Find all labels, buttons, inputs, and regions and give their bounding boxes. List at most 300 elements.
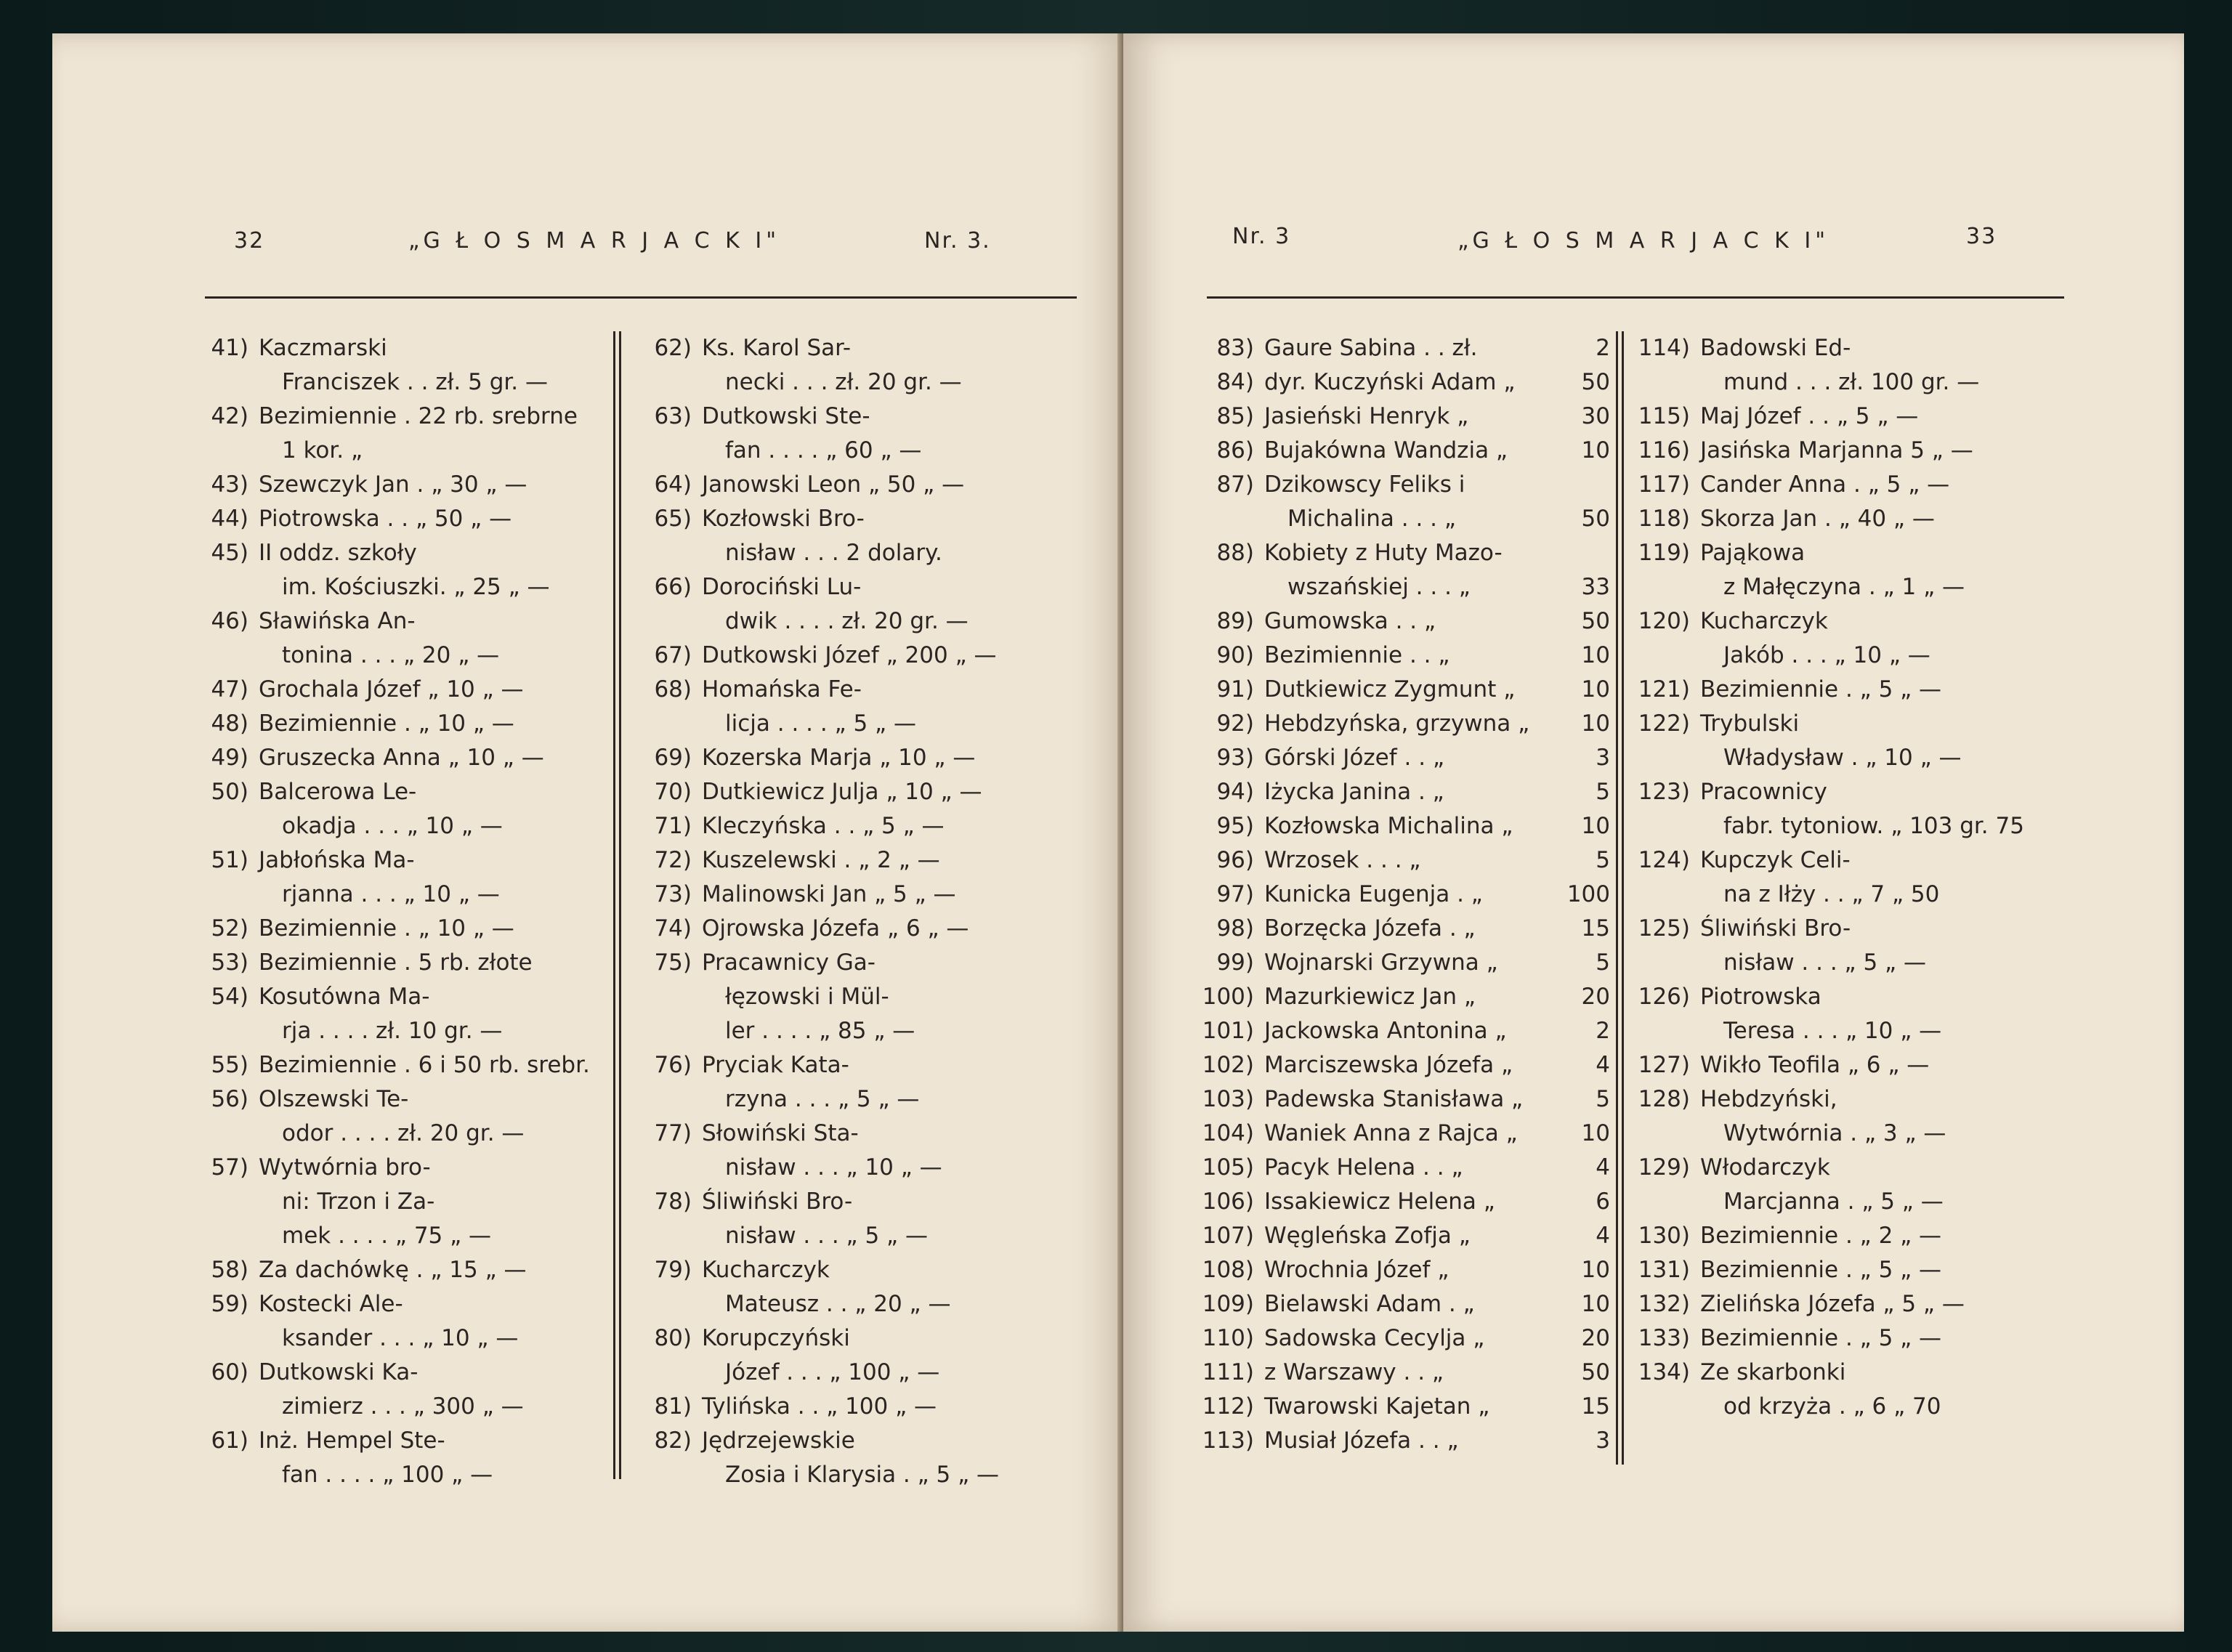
entry-text: rja . . . . zł. 10 gr. — — [282, 1018, 503, 1044]
entry-number: 119) — [1638, 540, 1690, 566]
list-item — [198, 707, 648, 741]
entry-number: 88) — [1216, 540, 1254, 566]
entry-number: 80) — [654, 1325, 692, 1351]
entry-text: Zielińska Józefa „ 5 „ — — [1700, 1291, 1965, 1317]
entry-amount: 10 — [1581, 710, 1610, 737]
entry-text: Kozerska Marja „ 10 „ — — [702, 745, 976, 771]
list-item — [1632, 775, 2097, 809]
list-item — [198, 331, 648, 365]
entry-text: od krzyża . „ 6 „ 70 — [1723, 1393, 1941, 1420]
entry-text: Bezimiennie . 22 rb. srebrne — [259, 403, 578, 429]
entry-text: Za dachówkę . „ 15 „ — — [259, 1257, 527, 1283]
list-item — [198, 673, 648, 707]
entry-text: Szewczyk Jan . „ 30 „ — — [259, 471, 527, 498]
entry-number: 77) — [654, 1120, 692, 1146]
entry-text: Hebdzyńska, grzywna „ — [1264, 710, 1530, 737]
entry-text: Bezimiennie . „ 10 „ — — [259, 710, 514, 737]
entry-amount: 100 — [1566, 881, 1610, 907]
list-item — [1632, 1253, 2097, 1287]
entry-text: Śliwiński Bro- — [1700, 915, 1851, 942]
entry-text: Jasieński Henryk „ — [1264, 403, 1469, 429]
entry-number: 116) — [1638, 437, 1690, 463]
entry-amount: 2 — [1596, 1018, 1610, 1044]
list-item — [641, 639, 1091, 673]
entry-number: 98) — [1216, 915, 1254, 942]
entry-text: Władysław . „ 10 „ — — [1723, 745, 1962, 771]
entry-number: 72) — [654, 847, 692, 873]
entry-amount: 2 — [1596, 335, 1610, 361]
list-item — [198, 400, 648, 434]
entry-number: 123) — [1638, 779, 1690, 805]
entry-text: Inż. Hempel Ste- — [259, 1428, 445, 1454]
list-item — [1632, 468, 2097, 502]
entry-amount: 5 — [1596, 1086, 1610, 1112]
entry-number: 97) — [1216, 881, 1254, 907]
entry-amount: 5 — [1596, 847, 1610, 873]
entry-text: Grochala Józef „ 10 „ — — [259, 676, 524, 702]
entry-number: 124) — [1638, 847, 1690, 873]
entry-number: 111) — [1202, 1359, 1254, 1385]
entry-text: Homańska Fe- — [702, 676, 862, 702]
entry-text: Kostecki Ale- — [259, 1291, 403, 1317]
entry-text: Cander Anna . „ 5 „ — — [1700, 471, 1950, 498]
entry-text: Dutkowski Józef „ 200 „ — — [702, 642, 997, 668]
entry-text: dyr. Kuczyński Adam „ — [1264, 369, 1516, 395]
entry-text: ler . . . . „ 85 „ — — [725, 1018, 915, 1044]
entry-number: 104) — [1202, 1120, 1254, 1146]
entry-number: 99) — [1216, 950, 1254, 976]
entry-text: rjanna . . . „ 10 „ — — [282, 881, 500, 907]
entry-number: 56) — [211, 1086, 248, 1112]
list-item — [641, 468, 1091, 502]
list-item — [1632, 570, 2097, 604]
entry-amount: 3 — [1596, 1428, 1610, 1454]
entry-number: 114) — [1638, 335, 1690, 361]
list-item — [1632, 1219, 2097, 1253]
entry-number: 43) — [211, 471, 248, 498]
list-item — [641, 1390, 1091, 1424]
entry-number: 86) — [1216, 437, 1254, 463]
list-item — [198, 1424, 648, 1458]
entry-text: Pająkowa — [1700, 540, 1806, 566]
entry-text: Kupczyk Celi- — [1700, 847, 1851, 873]
entry-text: Franciszek . . zł. 5 gr. — — [282, 369, 548, 395]
list-item — [198, 639, 648, 673]
entry-amount: 6 — [1596, 1189, 1610, 1215]
entry-text: tonina . . . „ 20 „ — — [282, 642, 500, 668]
list-item — [1632, 331, 2097, 365]
entry-number: 92) — [1216, 710, 1254, 737]
entry-number: 79) — [654, 1257, 692, 1283]
entry-text: Słowiński Sta- — [702, 1120, 859, 1146]
entry-number: 94) — [1216, 779, 1254, 805]
entry-text: fan . . . . „ 60 „ — — [725, 437, 922, 463]
entry-text: im. Kościuszki. „ 25 „ — — [282, 574, 550, 600]
list-item — [641, 912, 1091, 946]
entry-number: 100) — [1202, 984, 1254, 1010]
entry-number: 61) — [211, 1428, 248, 1454]
entry-number: 69) — [654, 745, 692, 771]
entry-number: 82) — [654, 1428, 692, 1454]
entry-text: Musiał Józefa . . „ — [1264, 1428, 1459, 1454]
entry-text: Marcjanna . „ 5 „ — — [1723, 1189, 1944, 1215]
entry-amount: 5 — [1596, 779, 1610, 805]
entry-text: ksander . . . „ 10 „ — — [282, 1325, 519, 1351]
entry-text: licja . . . . „ 5 „ — — [725, 710, 916, 737]
entry-text: Wrochnia Józef „ — [1264, 1257, 1449, 1283]
list-item — [641, 946, 1091, 980]
entry-amount: 10 — [1581, 1120, 1610, 1146]
list-item — [1196, 1424, 1719, 1458]
entry-text: Jakób . . . „ 10 „ — — [1723, 642, 1930, 668]
entry-text: Jasińska Marjanna 5 „ — — [1700, 437, 1973, 463]
list-item — [641, 707, 1091, 741]
entry-text: Węgleńska Zofja „ — [1264, 1223, 1471, 1249]
list-item — [641, 331, 1091, 365]
list-item — [198, 775, 648, 809]
list-item — [1632, 1082, 2097, 1117]
entry-number: 112) — [1202, 1393, 1254, 1420]
entry-number: 83) — [1216, 335, 1254, 361]
entry-text: Kozłowski Bro- — [702, 506, 865, 532]
entry-text: Bujakówna Wandzia „ — [1264, 437, 1508, 463]
entry-amount: 50 — [1581, 608, 1610, 634]
entry-text: Borzęcka Józefa . „ — [1264, 915, 1476, 942]
entry-number: 57) — [211, 1154, 248, 1181]
entry-number: 74) — [654, 915, 692, 942]
list-item — [641, 536, 1091, 570]
left-column-divider-2 — [619, 331, 621, 1479]
list-item — [1632, 1390, 2097, 1424]
entry-number: 126) — [1638, 984, 1690, 1010]
list-item — [1632, 980, 2097, 1014]
entry-text: Gaure Sabina . . zł. — [1264, 335, 1478, 361]
entry-text: Bezimiennie . 6 i 50 rb. srebr. — [259, 1052, 590, 1078]
entry-text: wszańskiej . . . „ — [1287, 574, 1471, 600]
list-item — [198, 1287, 648, 1321]
entry-text: Teresa . . . „ 10 „ — — [1723, 1018, 1942, 1044]
list-item — [1632, 1014, 2097, 1048]
entry-number: 108) — [1202, 1257, 1254, 1283]
entry-amount: 20 — [1581, 1325, 1610, 1351]
entry-text: nisław . . . „ 5 „ — — [725, 1223, 928, 1249]
entry-number: 78) — [654, 1189, 692, 1215]
entry-text: z Małęczyna . „ 1 „ — — [1723, 574, 1965, 600]
entry-text: Kucharczyk — [1700, 608, 1828, 634]
entry-text: II oddz. szkoły — [259, 540, 417, 566]
entry-text: Skorza Jan . „ 40 „ — — [1700, 506, 1935, 532]
entry-amount: 4 — [1596, 1223, 1610, 1249]
list-item — [641, 400, 1091, 434]
entry-number: 63) — [654, 403, 692, 429]
entry-text: Mateusz . . „ 20 „ — — [725, 1291, 951, 1317]
entry-number: 84) — [1216, 369, 1254, 395]
entry-number: 110) — [1202, 1325, 1254, 1351]
entry-number: 93) — [1216, 745, 1254, 771]
entry-text: Jabłońska Ma- — [259, 847, 415, 873]
entry-text: Piotrowska — [1700, 984, 1821, 1010]
list-item — [1632, 1048, 2097, 1082]
entry-number: 42) — [211, 403, 248, 429]
entry-number: 117) — [1638, 471, 1690, 498]
entry-number: 91) — [1216, 676, 1254, 702]
list-item — [641, 570, 1091, 604]
entry-text: Mazurkiewicz Jan „ — [1264, 984, 1476, 1010]
entry-text: okadja . . . „ 10 „ — — [282, 813, 503, 839]
entry-number: 129) — [1638, 1154, 1690, 1181]
list-item — [641, 1424, 1091, 1458]
list-item — [198, 1048, 648, 1082]
list-item — [1632, 1321, 2097, 1356]
entry-text: zimierz . . . „ 300 „ — — [282, 1393, 524, 1420]
entry-number: 132) — [1638, 1291, 1690, 1317]
list-item — [198, 946, 648, 980]
list-item — [641, 1185, 1091, 1219]
entry-text: nisław . . . „ 10 „ — — [725, 1154, 942, 1181]
entry-text: Wrzosek . . . „ — [1264, 847, 1421, 873]
entry-text: Pracawnicy Ga- — [702, 950, 876, 976]
list-item — [1632, 536, 2097, 570]
list-item — [1632, 946, 2097, 980]
entry-amount: 20 — [1581, 984, 1610, 1010]
list-item — [198, 843, 648, 878]
entry-number: 70) — [654, 779, 692, 805]
entry-number: 81) — [654, 1393, 692, 1420]
entry-text: Śliwiński Bro- — [702, 1189, 853, 1215]
list-item — [1632, 365, 2097, 400]
entry-number: 64) — [654, 471, 692, 498]
entry-number: 106) — [1202, 1189, 1254, 1215]
left-header-rule — [205, 296, 1077, 299]
entry-text: Bezimiennie . „ 5 „ — — [1700, 676, 1942, 702]
entry-number: 109) — [1202, 1291, 1254, 1317]
entry-amount: 3 — [1596, 745, 1610, 771]
entry-text: Maj Józef . . „ 5 „ — — [1700, 403, 1919, 429]
entry-text: Dutkiewicz Julja „ 10 „ — — [702, 779, 982, 805]
entry-amount: 10 — [1581, 676, 1610, 702]
entry-number: 96) — [1216, 847, 1254, 873]
right-page-number: 33 — [1966, 224, 1997, 249]
list-item — [1632, 912, 2097, 946]
entry-text: Kosutówna Ma- — [259, 984, 430, 1010]
entry-text: Gruszecka Anna „ 10 „ — — [259, 745, 544, 771]
entry-text: 1 kor. „ — [282, 437, 363, 463]
entry-text: z Warszawy . . „ — [1264, 1359, 1444, 1385]
entry-text: Bezimiennie . „ 5 „ — — [1700, 1257, 1942, 1283]
list-item — [641, 1287, 1091, 1321]
entry-amount: 4 — [1596, 1154, 1610, 1181]
entry-amount: 50 — [1581, 1359, 1610, 1385]
entry-text: Bezimiennie . 5 rb. złote — [259, 950, 533, 976]
entry-text: Balcerowa Le- — [259, 779, 417, 805]
list-item — [1632, 1356, 2097, 1390]
list-item — [1632, 673, 2097, 707]
list-item — [1632, 1287, 2097, 1321]
entry-number: 105) — [1202, 1154, 1254, 1181]
entry-text: Badowski Ed- — [1700, 335, 1851, 361]
list-item — [1632, 604, 2097, 639]
list-item — [198, 1185, 648, 1219]
entry-text: Olszewski Te- — [259, 1086, 409, 1112]
right-page-issue: Nr. 3 — [1232, 224, 1291, 249]
entry-amount: 4 — [1596, 1052, 1610, 1078]
entry-text: Ks. Karol Sar- — [702, 335, 852, 361]
list-item — [198, 1390, 648, 1424]
entry-text: Dzikowscy Feliks i — [1264, 471, 1465, 498]
list-item — [198, 1117, 648, 1151]
entry-text: ni: Trzon i Za- — [282, 1189, 435, 1215]
entry-number: 58) — [211, 1257, 248, 1283]
list-item — [641, 878, 1091, 912]
entry-number: 46) — [211, 608, 248, 634]
entry-number: 66) — [654, 574, 692, 600]
entry-amount: 33 — [1581, 574, 1610, 600]
entry-text: Wytwórnia . „ 3 „ — — [1723, 1120, 1946, 1146]
entry-number: 41) — [211, 335, 248, 361]
entry-number: 130) — [1638, 1223, 1690, 1249]
list-item — [641, 673, 1091, 707]
entry-number: 45) — [211, 540, 248, 566]
entry-number: 118) — [1638, 506, 1690, 532]
entry-number: 50) — [211, 779, 248, 805]
list-item — [198, 980, 648, 1014]
entry-number: 59) — [211, 1291, 248, 1317]
entry-text: Włodarczyk — [1700, 1154, 1830, 1181]
list-item — [198, 365, 648, 400]
entry-text: Józef . . . „ 100 „ — — [725, 1359, 940, 1385]
list-item — [198, 912, 648, 946]
right-page — [1123, 33, 2184, 1632]
entry-text: fan . . . . „ 100 „ — — [282, 1462, 493, 1488]
entry-number: 131) — [1638, 1257, 1690, 1283]
entry-amount: 15 — [1581, 1393, 1610, 1420]
entry-number: 44) — [211, 506, 248, 532]
list-item — [1632, 843, 2097, 878]
list-item — [198, 502, 648, 536]
entry-text: Bielawski Adam . „ — [1264, 1291, 1475, 1317]
entry-text: Janowski Leon „ 50 „ — — [702, 471, 965, 498]
entry-text: Marciszewska Józefa „ — [1264, 1052, 1513, 1078]
left-column-divider — [613, 331, 615, 1479]
list-item — [641, 980, 1091, 1014]
entry-text: Dutkowski Ste- — [702, 403, 870, 429]
left-page — [52, 33, 1123, 1632]
right-column-2 — [1632, 331, 2097, 1424]
entry-text: Kuszelewski . „ 2 „ — — [702, 847, 940, 873]
list-item — [641, 502, 1091, 536]
entry-number: 120) — [1638, 608, 1690, 634]
entry-number: 51) — [211, 847, 248, 873]
entry-number: 48) — [211, 710, 248, 737]
list-item — [1632, 1151, 2097, 1185]
list-item — [641, 1014, 1091, 1048]
list-item — [1632, 707, 2097, 741]
list-item — [641, 1219, 1091, 1253]
list-item — [198, 1458, 648, 1492]
entry-text: fabr. tytoniow. „ 103 gr. 75 — [1723, 813, 2024, 839]
entry-amount: 10 — [1581, 1257, 1610, 1283]
entry-text: Hebdzyński, — [1700, 1086, 1837, 1112]
entry-text: Kaczmarski — [259, 335, 387, 361]
entry-number: 87) — [1216, 471, 1254, 498]
entry-number: 133) — [1638, 1325, 1690, 1351]
list-item — [1632, 809, 2097, 843]
entry-text: Kucharczyk — [702, 1257, 830, 1283]
entry-text: nisław . . . 2 dolary. — [725, 540, 942, 566]
entry-amount: 10 — [1581, 813, 1610, 839]
entry-number: 103) — [1202, 1086, 1254, 1112]
left-page-title: „G Ł O S M A R J A C K I" — [408, 228, 781, 254]
entry-text: Malinowski Jan „ 5 „ — — [702, 881, 956, 907]
list-item — [198, 1356, 648, 1390]
entry-amount: 15 — [1581, 915, 1610, 942]
list-item — [641, 604, 1091, 639]
entry-number: 68) — [654, 676, 692, 702]
entry-text: Ze skarbonki — [1700, 1359, 1846, 1385]
entry-number: 62) — [654, 335, 692, 361]
entry-number: 101) — [1202, 1018, 1254, 1044]
entry-text: Ojrowska Józefa „ 6 „ — — [702, 915, 969, 942]
entry-text: rzyna . . . „ 5 „ — — [725, 1086, 920, 1112]
entry-text: na z Iłży . . „ 7 „ 50 — [1723, 881, 1940, 907]
entry-text: Jackowska Antonina „ — [1264, 1018, 1507, 1044]
entry-text: Sadowska Cecylja „ — [1264, 1325, 1485, 1351]
entry-text: Twarowski Kajetan „ — [1264, 1393, 1490, 1420]
entry-amount: 10 — [1581, 1291, 1610, 1317]
entry-amount: 10 — [1581, 437, 1610, 463]
entry-number: 85) — [1216, 403, 1254, 429]
entry-text: Trybulski — [1700, 710, 1800, 737]
entry-text: necki . . . zł. 20 gr. — — [725, 369, 962, 395]
entry-number: 128) — [1638, 1086, 1690, 1112]
list-item — [641, 1048, 1091, 1082]
entry-text: Sławińska An- — [259, 608, 416, 634]
list-item — [198, 1151, 648, 1185]
list-item — [198, 468, 648, 502]
list-item — [641, 1151, 1091, 1185]
entry-number: 115) — [1638, 403, 1690, 429]
entry-number: 49) — [211, 745, 248, 771]
entry-text: Waniek Anna z Rajca „ — [1264, 1120, 1518, 1146]
list-item — [1632, 1185, 2097, 1219]
entry-text: nisław . . . „ 5 „ — — [1723, 950, 1926, 976]
entry-number: 125) — [1638, 915, 1690, 942]
list-item — [641, 1117, 1091, 1151]
entry-amount: 50 — [1581, 369, 1610, 395]
entry-amount: 50 — [1581, 506, 1610, 532]
list-item — [1632, 741, 2097, 775]
list-item — [641, 843, 1091, 878]
list-item — [198, 570, 648, 604]
entry-text: Piotrowska . . „ 50 „ — — [259, 506, 512, 532]
entry-number: 71) — [654, 813, 692, 839]
list-item — [1632, 400, 2097, 434]
entry-text: Zosia i Klarysia . „ 5 „ — — [725, 1462, 1000, 1488]
list-item — [1632, 502, 2097, 536]
entry-text: Kozłowska Michalina „ — [1264, 813, 1513, 839]
list-item — [198, 536, 648, 570]
entry-number: 90) — [1216, 642, 1254, 668]
list-item — [198, 604, 648, 639]
entry-number: 54) — [211, 984, 248, 1010]
entry-text: Dorociński Lu- — [702, 574, 862, 600]
entry-text: Dutkowski Ka- — [259, 1359, 418, 1385]
entry-number: 52) — [211, 915, 248, 942]
entry-number: 67) — [654, 642, 692, 668]
list-item — [198, 878, 648, 912]
entry-text: Bezimiennie . „ 5 „ — — [1700, 1325, 1942, 1351]
entry-text: mek . . . . „ 75 „ — — [282, 1223, 492, 1249]
